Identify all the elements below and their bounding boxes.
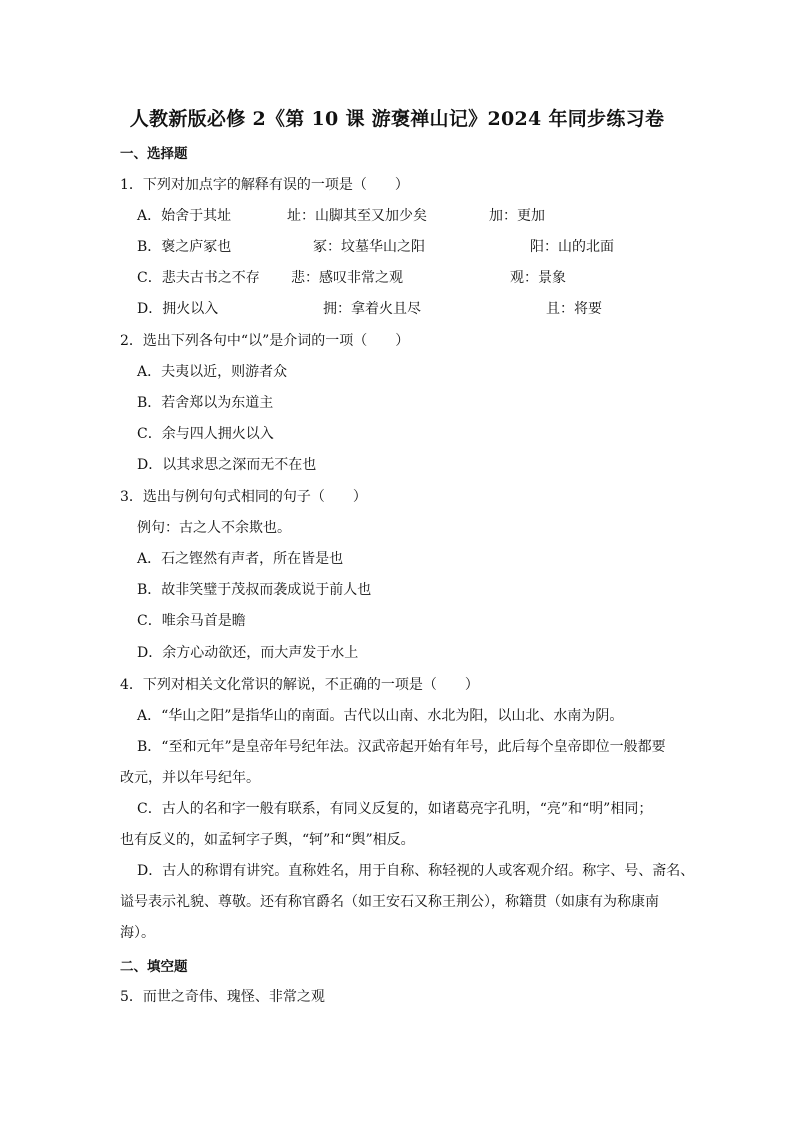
question-2-option-b: B．若舍郑以为东道主 [137, 395, 274, 411]
option-text: C．悲夫古书之不存 [137, 270, 260, 286]
section-heading-choice: 一、选择题 [120, 146, 188, 162]
question-4-option-d-cont: 谥号表示礼貌、尊敬。还有称官爵名（如王安石又称王荆公），称籍贯（如康有为称康南 [120, 894, 659, 910]
question-3-option-a: A．石之铿然有声者，所在皆是也 [137, 551, 344, 567]
option-gloss-2: 且：将要 [546, 301, 602, 317]
option-gloss-2: 观：景象 [510, 270, 566, 286]
option-text: A．始舍于其址 [137, 208, 232, 224]
question-2-option-d: D．以其求思之深而无不在也 [137, 457, 317, 473]
question-2-option-c: C．余与四人拥火以入 [137, 426, 274, 442]
question-3-example: 例句：古之人不余欺也。 [137, 520, 291, 536]
question-3-option-d: D．余方心动欲还，而大声发于水上 [137, 645, 359, 661]
question-4-stem: 4．下列对相关文化常识的解说，不正确的一项是（ ） [120, 677, 479, 693]
question-4-option-d: D．古人的称谓有讲究。直称姓名，用于自称、称轻视的人或客观介绍。称字、号、斋名、 [137, 863, 695, 879]
question-4-option-c-cont: 也有反义的，如孟轲字子舆，“轲”和“舆”相反。 [120, 832, 415, 848]
question-1-option-b [137, 238, 697, 256]
section-heading-fill: 二、填空题 [120, 959, 188, 975]
question-3-stem: 3．选出与例句句式相同的句子（ ） [120, 489, 367, 505]
option-gloss-2: 加：更加 [489, 208, 545, 224]
question-1-option-a [137, 207, 697, 225]
option-gloss-2: 阳：山的北面 [530, 239, 614, 255]
page-title: 人教新版必修 2《第 10 课 游褒禅山记》2024 年同步练习卷 [129, 108, 665, 130]
option-gloss: 址：山脚其至又加少矣 [287, 208, 427, 224]
option-gloss: 拥：拿着火且尽 [323, 301, 421, 317]
question-2-stem: 2．选出下列各句中“以”是介词的一项（ ） [120, 333, 410, 349]
question-4-option-c: C．古人的名和字一般有联系，有同义反复的，如诸葛亮字孔明，“亮”和“明”相同； [137, 801, 653, 817]
question-5-stem: 5．而世之奇伟、瑰怪、非常之观 [120, 989, 325, 1005]
option-text: B．褒之庐冢也 [137, 239, 232, 255]
question-4-option-b-cont: 改元，并以年号纪年。 [120, 770, 260, 786]
question-1-option-d [137, 300, 697, 318]
question-2-option-a: A．夫夷以近，则游者众 [137, 364, 288, 380]
option-text: D．拥火以入 [137, 301, 219, 317]
question-3-option-c: C．唯余马首是瞻 [137, 613, 246, 629]
question-4-option-a: A．“华山之阳”是指华山的南面。古代以山南、水北为阳，以山北、水南为阴。 [137, 708, 624, 724]
option-gloss: 悲：感叹非常之观 [291, 270, 403, 286]
question-4-option-d-cont-2: 海）。 [120, 925, 155, 941]
question-1-option-c [137, 269, 697, 287]
option-gloss: 冢：坟墓华山之阳 [313, 239, 425, 255]
question-1-stem: 1．下列对加点字的解释有误的一项是（ ） [120, 177, 409, 193]
question-3-option-b: B．故非笑璧于茂叔而袭成说于前人也 [137, 582, 372, 598]
question-4-option-b: B．“至和元年”是皇帝年号纪年法。汉武帝起开始有年号，此后每个皇帝即位一般都要 [137, 739, 666, 755]
